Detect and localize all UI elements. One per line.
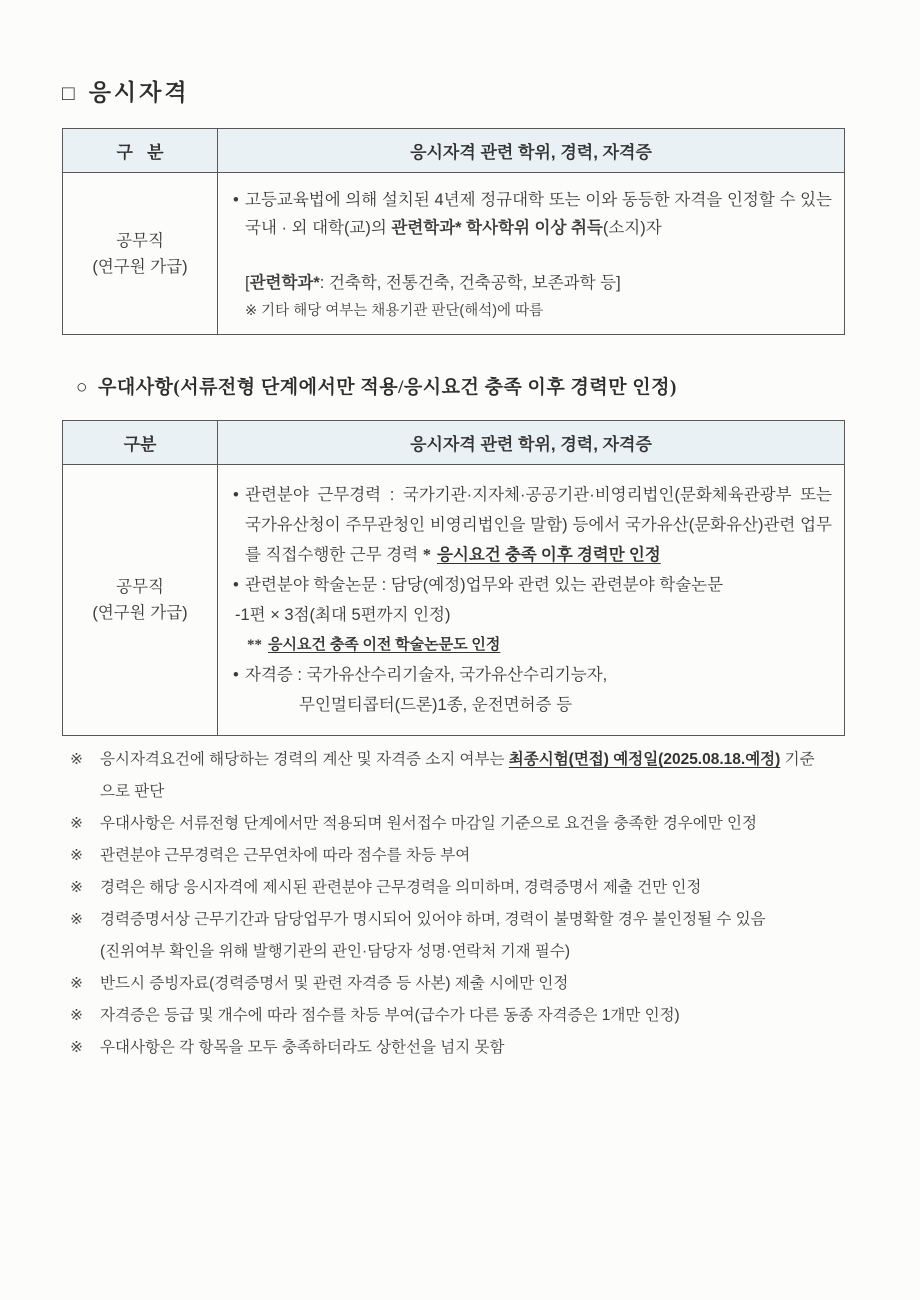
qualification-header-category: 구 분 bbox=[63, 129, 218, 173]
reference-mark-icon: ※ bbox=[70, 1039, 83, 1056]
reference-mark-icon: ※ bbox=[70, 847, 83, 864]
square-bullet-icon: □ bbox=[62, 81, 75, 105]
note-career-score bbox=[62, 840, 862, 872]
preference-table-header-row bbox=[63, 421, 845, 465]
related-majors-rest: : 건축학, 전통건축, 건축공학, 보존과학 등] bbox=[319, 274, 621, 292]
bullet-icon: • bbox=[233, 191, 239, 209]
qualification-header-detail: 응시자격 관련 학위, 경력, 자격증 bbox=[218, 129, 845, 173]
note-evidence bbox=[62, 968, 862, 1000]
preference-category-cell bbox=[63, 465, 218, 736]
preference-section-heading bbox=[76, 372, 677, 399]
thesis-note bbox=[233, 630, 832, 660]
note-text: 우대사항은 각 항목을 모두 충족하더라도 상한선을 넘지 못함 bbox=[100, 1039, 505, 1056]
bullet-icon: • bbox=[233, 486, 239, 504]
qualification-cell-footnote: ※ 기타 해당 여부는 채용기관 판단(해석)에 따름 bbox=[245, 303, 544, 319]
note-certificate-continuation: (진위여부 확인을 위해 발행기관의 관인·담당자 성명·연락처 기재 필수) bbox=[100, 943, 571, 960]
note-certificate-detail bbox=[62, 904, 862, 936]
qualification-bullet-bold: 관련학과* 학사학위 이상 취득 bbox=[391, 219, 603, 237]
related-majors-bold: 관련학과* bbox=[249, 274, 320, 292]
career-star-mark: * bbox=[422, 545, 431, 564]
note-preference-apply bbox=[62, 808, 862, 840]
preference-heading-text: 우대사항(서류전형 단계에서만 적용/응시요건 충족 이후 경력만 인정) bbox=[97, 377, 677, 398]
bullet-icon: • bbox=[233, 666, 239, 684]
license-bullet bbox=[233, 660, 832, 690]
note-text: 자격증은 등급 및 개수에 따라 점수를 차등 부여(급수가 다른 동종 자격증은 1개만 인정) bbox=[100, 1007, 680, 1024]
thesis-emphasis: 응시요건 충족 이전 학술논문도 인정 bbox=[268, 637, 501, 653]
qualification-table-body-row bbox=[63, 173, 845, 335]
note-text: 관련분야 근무경력은 근무연차에 따라 점수를 차등 부여 bbox=[100, 847, 471, 864]
page-title bbox=[62, 74, 190, 107]
note-license-score bbox=[62, 1000, 862, 1032]
thesis-star-mark: ** bbox=[247, 637, 262, 653]
related-majors-line bbox=[245, 269, 832, 297]
qualification-category-cell bbox=[63, 173, 218, 335]
category-line2: (연구원 가급) bbox=[92, 604, 188, 622]
note-deadline-emphasis: 최종시험(면접) 예정일(2025.08.18.예정) bbox=[508, 751, 781, 768]
reference-mark-icon: ※ bbox=[70, 815, 83, 832]
thesis-bullet bbox=[233, 570, 832, 600]
license-line2: 무인멀티콥터(드론)1종, 운전면허증 등 bbox=[299, 696, 573, 714]
career-bullet bbox=[233, 480, 832, 570]
footnotes-section bbox=[62, 744, 862, 1064]
qualification-table bbox=[62, 128, 845, 335]
related-open-bracket: [ bbox=[245, 274, 250, 292]
bullet-icon: • bbox=[233, 576, 239, 594]
note-deadline-post: 기준 bbox=[780, 751, 815, 768]
reference-mark-icon: ※ bbox=[70, 879, 83, 896]
preference-detail-cell bbox=[218, 465, 845, 736]
qualification-bullet-pre: 고등교육법에 의해 설치된 4년제 정규대학 또는 이와 동등한 자격을 인정할 수 있는 국내 · 외 대학(교)의 bbox=[245, 191, 832, 237]
qualification-detail-cell bbox=[218, 173, 845, 335]
thesis-line2: -1편 × 3점(최대 5편까지 인정) bbox=[235, 606, 451, 624]
qualification-table-header-row bbox=[63, 129, 845, 173]
note-text: 우대사항은 서류전형 단계에서만 적용되며 원서접수 마감일 기준으로 요건을 충족한 경우에만 인정 bbox=[100, 815, 757, 832]
note-deadline bbox=[62, 744, 862, 776]
preference-header-category: 구분 bbox=[63, 421, 218, 465]
page-title-text: 응시자격 bbox=[88, 80, 190, 105]
career-text: 관련분야 근무경력 : 국가기관·지자체·공공기관·비영리법인(문화체육관광부 또는 국가유산청이 주무관청인 비영리법인을 말함) 등에서 국가유산(문화유산)관련 업무를 직접수행한 근무 경력 bbox=[245, 486, 832, 564]
note-text: 경력증명서상 근무기간과 담당업무가 명시되어 있어야 하며, 경력이 불명확할 경우 불인정될 수 있음 bbox=[100, 911, 766, 928]
note-career-definition bbox=[62, 872, 862, 904]
career-emphasis: 응시요건 충족 이후 경력만 인정 bbox=[436, 545, 661, 564]
note-upper-limit bbox=[62, 1032, 862, 1064]
preference-table bbox=[62, 420, 845, 736]
category-line1: 공무직 bbox=[116, 578, 164, 596]
note-deadline-pre: 응시자격요건에 해당하는 경력의 계산 및 자격증 소지 여부는 bbox=[100, 751, 509, 768]
reference-mark-icon: ※ bbox=[70, 751, 83, 768]
reference-mark-icon: ※ bbox=[70, 1007, 83, 1024]
note-text: 반드시 증빙자료(경력증명서 및 관련 자격증 등 사본) 제출 시에만 인정 bbox=[100, 975, 569, 992]
category-line1: 공무직 bbox=[116, 231, 164, 250]
category-line2: (연구원 가급) bbox=[92, 257, 188, 276]
reference-mark-icon: ※ bbox=[70, 911, 83, 928]
qualification-bullet-post: (소지)자 bbox=[602, 219, 662, 237]
preference-header-detail: 응시자격 관련 학위, 경력, 자격증 bbox=[218, 421, 845, 465]
thesis-line1: 관련분야 학술논문 : 담당(예정)업무와 관련 있는 관련분야 학술논문 bbox=[245, 576, 724, 594]
note-text: 경력은 해당 응시자격에 제시된 관련분야 근무경력을 의미하며, 경력증명서 제출 건만 인정 bbox=[100, 879, 702, 896]
qualification-bullet bbox=[233, 186, 832, 242]
reference-mark-icon: ※ bbox=[70, 975, 83, 992]
license-line1: 자격증 : 국가유산수리기술자, 국가유산수리기능자, bbox=[245, 666, 608, 684]
note-deadline-continuation: 으로 판단 bbox=[100, 783, 165, 800]
circle-bullet-icon: ○ bbox=[76, 377, 88, 398]
preference-table-body-row bbox=[63, 465, 845, 736]
